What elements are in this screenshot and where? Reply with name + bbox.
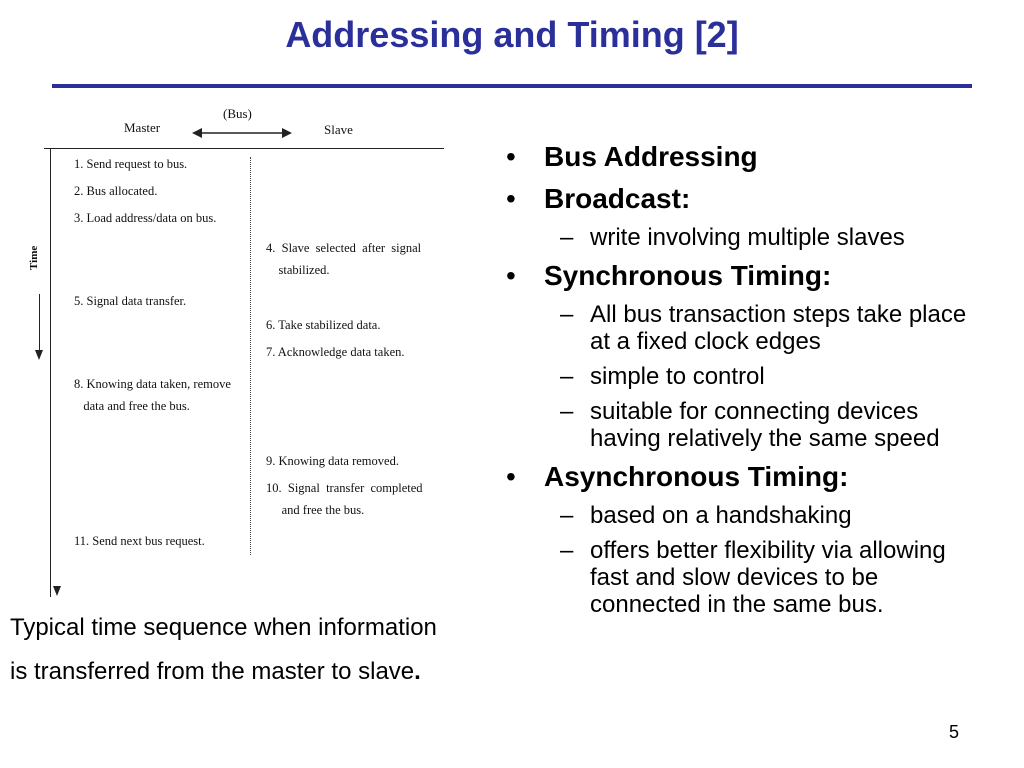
slave-step: 4. Slave selected after signal stabilized. [266, 241, 422, 277]
sub-bullet-item [504, 224, 990, 251]
dash-icon: – [560, 363, 574, 390]
slave-step: 7. Acknowledge data taken. [266, 345, 405, 359]
dash-icon: – [560, 224, 574, 251]
bullet-item [504, 460, 1004, 494]
header-rule [44, 148, 444, 149]
sub-bullet-item [504, 363, 990, 390]
slave-step: 9. Knowing data removed. [266, 454, 399, 468]
bullet-dot-icon: • [506, 183, 516, 214]
dash-icon: – [560, 502, 574, 529]
caption-line-2 [10, 650, 530, 694]
slave-step: 6. Take stabilized data. [266, 318, 381, 332]
time-sequence-diagram [18, 100, 458, 610]
dash-icon: – [560, 537, 574, 564]
sub-bullet-item [504, 301, 990, 355]
slave-label: Slave [324, 122, 353, 137]
caption-period: . [414, 658, 421, 685]
bullet-dot-icon: • [506, 141, 516, 172]
time-axis-label: Time [28, 245, 40, 270]
bullet-text: Synchronous Timing: [544, 260, 832, 291]
master-step: 8. Knowing data taken, remove data and free the bus. [74, 377, 231, 413]
bullet-item [504, 259, 1004, 293]
bullet-text: Asynchronous Timing: [544, 461, 849, 492]
bus-double-arrow [192, 126, 292, 140]
master-step: 11. Send next bus request. [74, 534, 205, 548]
time-long-arrow-head-icon [53, 586, 61, 596]
dash-icon: – [560, 398, 574, 425]
bullet-item [504, 140, 1004, 174]
sub-bullet-text: write involving multiple slaves [590, 224, 905, 251]
bullet-dot-icon: • [506, 461, 516, 492]
time-short-arrow-head-icon [35, 350, 43, 360]
slave-timeline [250, 157, 251, 555]
dash-icon: – [560, 301, 574, 328]
master-step: 2. Bus allocated. [74, 184, 158, 198]
bullet-item [504, 182, 1004, 216]
sub-bullet-item [504, 398, 990, 452]
slave-step: 10. Signal transfer completed and free the bus. [266, 481, 423, 517]
caption-line-2-text: is transferred from the master to slave [10, 658, 415, 685]
page-number: 5 [949, 722, 960, 742]
bullet-text: Broadcast: [544, 183, 691, 214]
figure-caption [10, 606, 530, 694]
caption-line-1: Typical time sequence when information [10, 614, 437, 641]
sub-bullet-text: All bus transaction steps take place at a fixed clock edges [590, 301, 967, 355]
master-label: Master [124, 120, 161, 135]
bullet-list [504, 140, 1004, 626]
master-step: 1. Send request to bus. [74, 157, 188, 171]
sub-bullet-text: suitable for connecting devices having relatively the same speed [590, 398, 940, 452]
slide-title: Addressing and Timing [2] [285, 14, 739, 55]
master-step: 3. Load address/data on bus. [74, 211, 217, 225]
title-divider [52, 84, 972, 88]
bus-label: (Bus) [223, 106, 252, 121]
bullet-text: Bus Addressing [544, 141, 758, 172]
sub-bullet-item [504, 502, 990, 529]
bullet-dot-icon: • [506, 260, 516, 291]
master-step: 5. Signal data transfer. [74, 294, 187, 308]
sub-bullet-text: offers better flexibility via allowing fast and slow devices to be connected in the same bus. [590, 537, 946, 618]
sub-bullet-text: simple to control [590, 363, 765, 390]
time-short-arrow-shaft [39, 294, 40, 352]
master-timeline [50, 149, 51, 597]
sub-bullet-text: based on a handshaking [590, 502, 852, 529]
sub-bullet-item [504, 537, 990, 618]
